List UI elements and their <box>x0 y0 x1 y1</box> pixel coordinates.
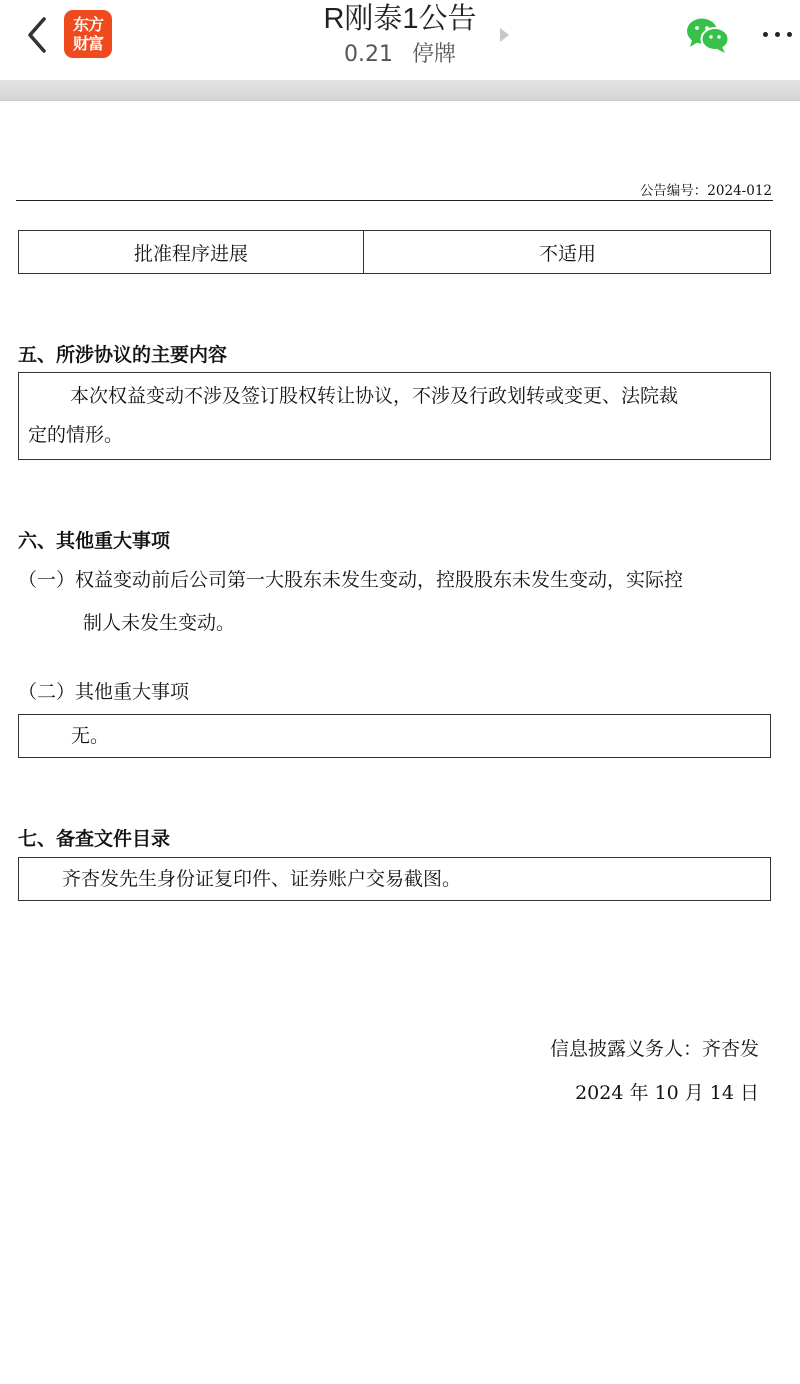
section6-heading: 六、其他重大事项 <box>18 530 171 552</box>
announcement-number: 公告编号：2024-012 <box>639 183 772 199</box>
header-rule <box>16 200 773 201</box>
more-dots-icon[interactable] <box>760 22 796 46</box>
section6-item1-line1: （一）权益变动前后公司第一大股东未发生变动，控股股东未发生变动，实际控 <box>18 569 684 591</box>
trading-status: 停牌 <box>411 42 456 67</box>
logo-text-line2: 财富 <box>72 34 103 53</box>
section6-item2-content: 无。 <box>71 725 110 747</box>
discloser-signature: 信息披露义务人：齐杏发 <box>549 1038 759 1060</box>
section6-item2-box <box>18 714 771 758</box>
page-title: R刚泰1公告 <box>323 3 477 35</box>
approval-value-cell: 不适用 <box>538 242 596 265</box>
approval-table <box>18 230 771 274</box>
logo-text-line1: 东方 <box>72 15 103 34</box>
section5-line2: 定的情形。 <box>28 424 124 446</box>
section7-content: 齐杏发先生身份证复印件、证券账户交易截图。 <box>62 868 462 890</box>
signature-date: 2024 年 10 月 14 日 <box>575 1082 759 1104</box>
section6-item1 <box>18 559 773 645</box>
section6-item1-line2: 制人未发生变动。 <box>83 612 236 634</box>
title-block[interactable] <box>260 0 540 70</box>
section6-item2-title: （二）其他重大事项 <box>18 681 190 703</box>
section5-heading: 五、所涉协议的主要内容 <box>18 344 228 366</box>
top-nav-bar <box>0 0 800 80</box>
section7-heading: 七、备查文件目录 <box>18 828 171 850</box>
approval-label-cell: 批准程序进展 <box>19 231 364 273</box>
section5-line1: 本次权益变动不涉及签订股权转让协议，不涉及行政划转或变更、法院裁 <box>70 385 679 407</box>
section5-box <box>18 372 771 460</box>
header-divider <box>0 80 800 101</box>
back-chevron-icon[interactable] <box>22 12 56 58</box>
app-logo[interactable] <box>64 10 112 58</box>
section7-box <box>18 857 771 901</box>
stock-price: 0.21 <box>344 42 393 67</box>
stock-quote <box>260 40 540 70</box>
title-expand-icon[interactable] <box>500 28 509 42</box>
wechat-icon[interactable] <box>684 16 732 54</box>
